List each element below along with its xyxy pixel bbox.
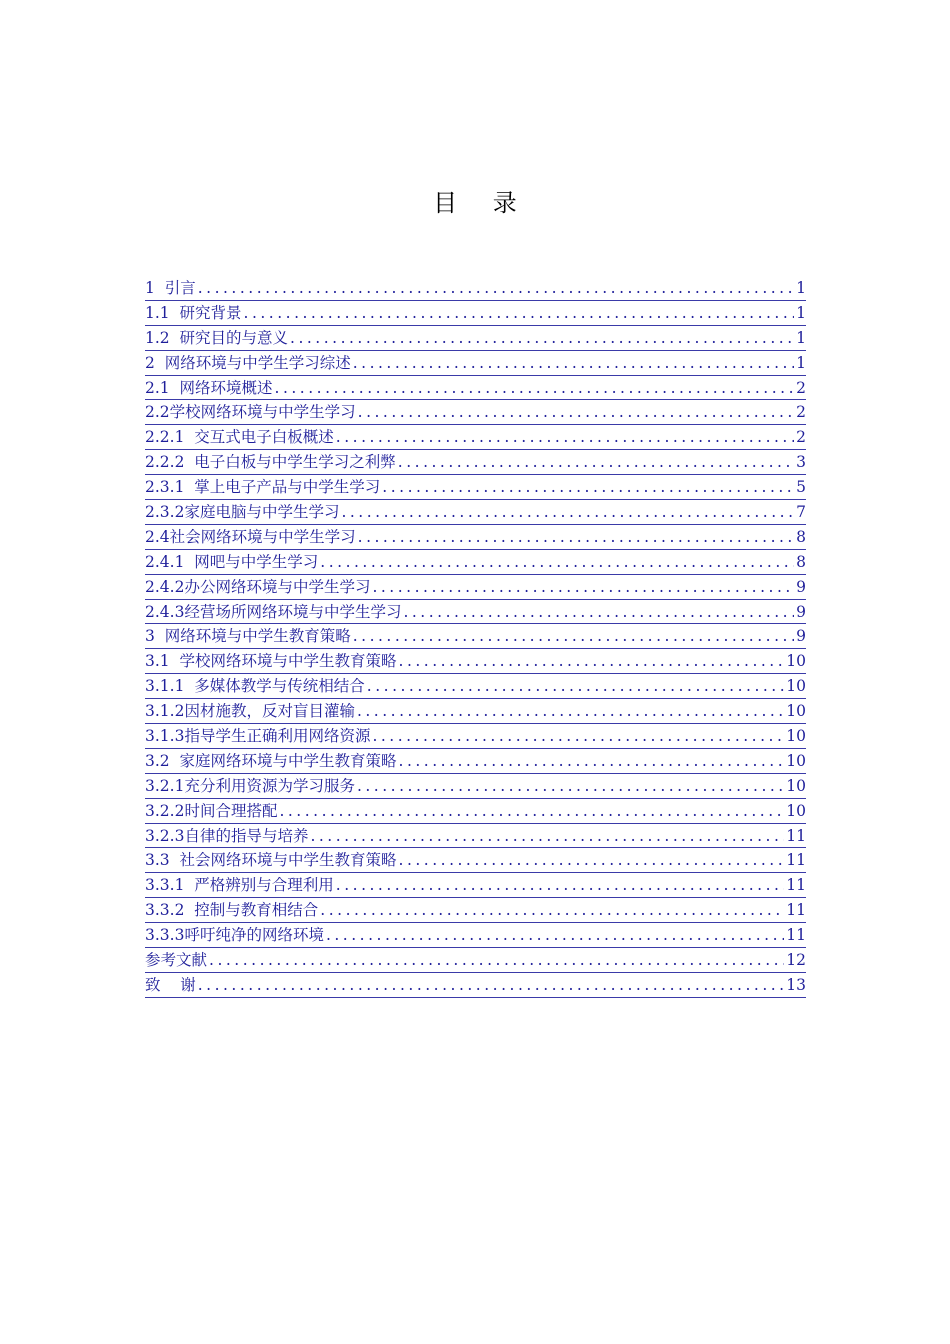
toc-entry-page: 10 <box>786 727 806 746</box>
toc-entry-page: 10 <box>786 677 806 696</box>
toc-dot-leader <box>326 923 784 948</box>
toc-entry-page: 8 <box>796 552 806 571</box>
toc-entry-page: 12 <box>786 951 806 970</box>
toc-entry[interactable] <box>145 674 806 699</box>
toc-entry[interactable] <box>145 699 806 724</box>
toc-entry[interactable] <box>145 774 806 799</box>
toc-entry-label: 3.1.1 多媒体教学与传统相结合 <box>145 677 365 696</box>
toc-entry[interactable] <box>145 450 806 475</box>
toc-entry-page: 10 <box>786 801 806 820</box>
toc-entry[interactable] <box>145 898 806 923</box>
toc-dot-leader <box>398 450 794 475</box>
toc-entry[interactable] <box>145 973 806 998</box>
toc-entry-page: 11 <box>786 876 806 895</box>
toc-entry-page: 9 <box>796 602 806 621</box>
toc-dot-leader <box>198 973 785 998</box>
toc-entry[interactable] <box>145 649 806 674</box>
toc-dot-leader <box>399 848 785 873</box>
toc-dot-leader <box>358 525 794 550</box>
toc-entry-page: 11 <box>786 901 806 920</box>
toc-entry-page: 10 <box>786 702 806 721</box>
toc-entry-label: 2.2.2 电子白板与中学生学习之利弊 <box>145 453 396 472</box>
toc-entry-page: 11 <box>786 826 806 845</box>
toc-dot-leader <box>275 376 795 401</box>
toc-dot-leader <box>320 550 794 575</box>
toc-entry-label: 3.3.1 严格辨别与合理利用 <box>145 876 334 895</box>
toc-entry-label: 致 谢 <box>145 975 196 994</box>
toc-entry-label: 1.1 研究背景 <box>145 303 242 322</box>
toc-entry-label: 3.2.2时间合理搭配 <box>145 801 278 820</box>
toc-entry[interactable] <box>145 500 806 525</box>
toc-entry[interactable] <box>145 848 806 873</box>
toc-dot-leader <box>372 724 784 749</box>
toc-entry-page: 7 <box>796 503 806 522</box>
toc-entry[interactable] <box>145 276 806 301</box>
toc-entry-page: 11 <box>786 926 806 945</box>
toc-dot-leader <box>372 575 794 600</box>
toc-dot-leader <box>353 624 794 649</box>
toc-dot-leader <box>290 326 794 351</box>
toc-entry[interactable] <box>145 425 806 450</box>
toc-dot-leader <box>209 948 784 973</box>
toc-entry[interactable] <box>145 525 806 550</box>
toc-dot-leader <box>353 351 794 376</box>
toc-title: 目 录 <box>433 189 531 217</box>
toc-entry[interactable] <box>145 400 806 425</box>
toc-entry-page: 9 <box>796 577 806 596</box>
toc-entry-label: 3.2.1充分利用资源为学习服务 <box>145 776 355 795</box>
toc-entry-label: 3.1.3指导学生正确利用网络资源 <box>145 727 371 746</box>
toc-entry[interactable] <box>145 923 806 948</box>
toc-entry-page: 2 <box>796 403 806 422</box>
toc-dot-leader <box>244 301 795 326</box>
toc-entry-page: 9 <box>796 627 806 646</box>
toc-entry-page: 5 <box>796 478 806 497</box>
toc-entry[interactable] <box>145 749 806 774</box>
toc-entry[interactable] <box>145 475 806 500</box>
toc-entry-label: 1.2 研究目的与意义 <box>145 328 289 347</box>
toc-entry-page: 3 <box>796 453 806 472</box>
toc-entry[interactable] <box>145 376 806 401</box>
toc-dot-leader <box>399 649 785 674</box>
toc-entry-page: 1 <box>796 353 806 372</box>
toc-entry[interactable] <box>145 600 806 625</box>
toc-entry-label: 2.3.1 掌上电子产品与中学生学习 <box>145 478 381 497</box>
toc-dot-leader <box>357 774 784 799</box>
toc-entry-label: 2.1 网络环境概述 <box>145 378 273 397</box>
toc-dot-leader <box>320 898 784 923</box>
toc-entry[interactable] <box>145 301 806 326</box>
toc-entry-label: 2.4.2办公网络环境与中学生学习 <box>145 577 371 596</box>
toc-entry[interactable] <box>145 351 806 376</box>
toc-entry-page: 10 <box>786 652 806 671</box>
toc-entry-label: 3.3 社会网络环境与中学生教育策略 <box>145 851 397 870</box>
toc-entry-label: 3.1.2因材施教，反对盲目灌输 <box>145 702 355 721</box>
toc-dot-leader <box>367 674 784 699</box>
toc-dot-leader <box>357 699 784 724</box>
toc-entry-page: 2 <box>796 378 806 397</box>
toc-entry[interactable] <box>145 948 806 973</box>
toc-dot-leader <box>310 824 784 849</box>
toc-entry-label: 参考文献 <box>145 951 208 970</box>
toc-entry-label: 3.1 学校网络环境与中学生教育策略 <box>145 652 397 671</box>
toc-entry[interactable] <box>145 575 806 600</box>
toc-entry-label: 3.3.2 控制与教育相结合 <box>145 901 319 920</box>
toc-entry-page: 2 <box>796 428 806 447</box>
toc-entry-label: 2.4.3经营场所网络环境与中学生学习 <box>145 602 402 621</box>
toc-entry-label: 3.2.3自律的指导与培养 <box>145 826 309 845</box>
toc-dot-leader <box>279 799 784 824</box>
toc-entry-label: 2.4社会网络环境与中学生学习 <box>145 527 356 546</box>
toc-list <box>145 276 806 998</box>
toc-dot-leader <box>403 600 794 625</box>
toc-dot-leader <box>198 276 794 301</box>
toc-entry[interactable] <box>145 624 806 649</box>
toc-entry-label: 2.2.1 交互式电子白板概述 <box>145 428 334 447</box>
toc-entry-page: 10 <box>786 751 806 770</box>
toc-entry[interactable] <box>145 550 806 575</box>
toc-entry-page: 13 <box>786 975 806 994</box>
toc-dot-leader <box>336 873 784 898</box>
toc-entry-label: 3 网络环境与中学生教育策略 <box>145 627 351 646</box>
toc-entry-page: 11 <box>786 851 806 870</box>
toc-entry-label: 2.3.2家庭电脑与中学生学习 <box>145 503 340 522</box>
toc-dot-leader <box>336 425 794 450</box>
toc-entry-label: 3.3.3呼吁纯净的网络环境 <box>145 926 324 945</box>
toc-entry-page: 10 <box>786 776 806 795</box>
toc-entry-label: 2.4.1 网吧与中学生学习 <box>145 552 319 571</box>
toc-entry-label: 1 引言 <box>145 279 196 297</box>
toc-entry[interactable] <box>145 724 806 749</box>
toc-dot-leader <box>382 475 794 500</box>
toc-entry-label: 2 网络环境与中学生学习综述 <box>145 353 351 372</box>
toc-entry-page: 1 <box>796 328 806 347</box>
toc-dot-leader <box>341 500 794 525</box>
toc-entry-page: 8 <box>796 527 806 546</box>
toc-entry-label: 3.2 家庭网络环境与中学生教育策略 <box>145 751 397 770</box>
toc-entry[interactable] <box>145 799 806 824</box>
toc-dot-leader <box>358 400 794 425</box>
toc-entry-page: 1 <box>796 279 806 297</box>
toc-entry[interactable] <box>145 873 806 898</box>
toc-dot-leader <box>399 749 785 774</box>
toc-entry[interactable] <box>145 824 806 849</box>
toc-entry[interactable] <box>145 326 806 351</box>
toc-entry-page: 1 <box>796 303 806 322</box>
toc-entry-label: 2.2学校网络环境与中学生学习 <box>145 403 356 422</box>
